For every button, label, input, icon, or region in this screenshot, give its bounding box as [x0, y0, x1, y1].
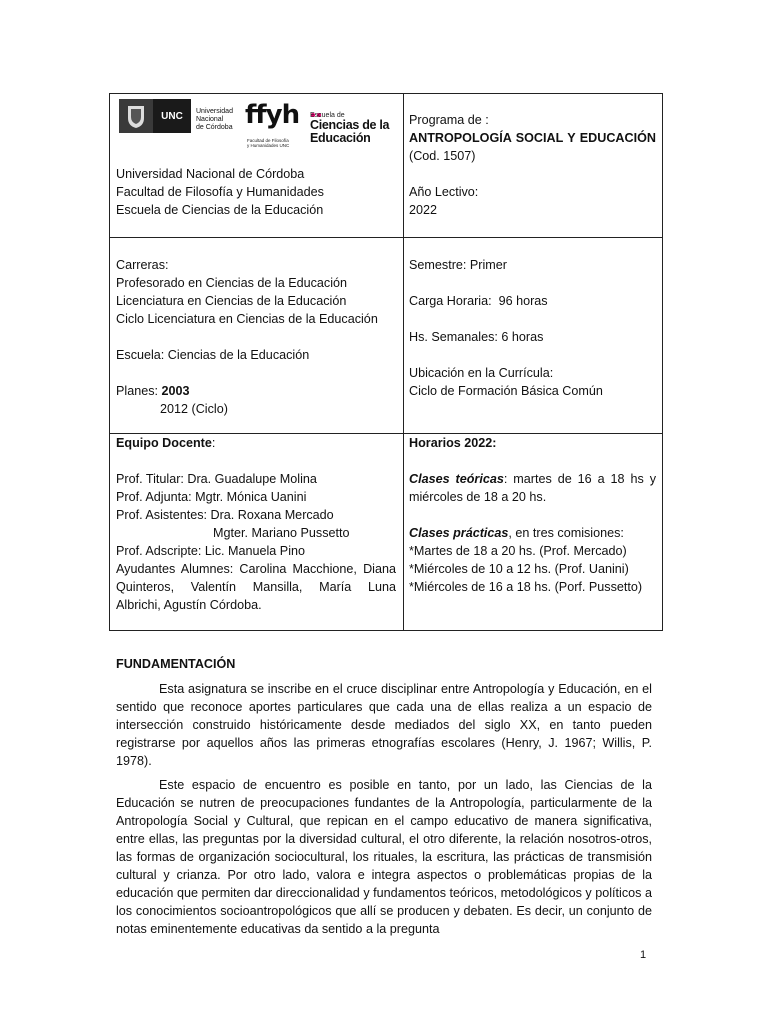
- institution-line: Escuela de Ciencias de la Educación: [116, 203, 324, 217]
- paragraph: Este espacio de encuentro es posible en tanto, por un lado, las Ciencias de la Educación se nutren de preocupaciones fundantes de la Antropología, particularmente de la Antropología Social y Cultural, que repican en el campo educativo de manera significativa, entre ellas, las preguntas por la diversidad cultural, el otro diferente, la relación nosotros-otros, las formas de organización sociocultural, los rituales, la escritura, las prácticas de transmisión cultural y crianza. Por otro lado, valora e integra aspectos o problemáticas propias de la educación que permiten dar direccionalidad y fundamentos teóricos, metodológicos y políticos a los conocimientos socioantropológicos que allí se producen y debaten. Es decir, un conjunto de notas eminentemente educativas da sentido a la pregunta: [116, 778, 652, 936]
- ffyh-logo: ffyh: [245, 100, 300, 130]
- program-code: (Cod. 1507): [409, 149, 476, 163]
- career-item: Ciclo Licenciatura en Ciencias de la Educación: [116, 312, 378, 326]
- unc-name: Universidad Nacional de Córdoba: [196, 108, 233, 131]
- semester-line: Semestre: Primer: [409, 258, 507, 272]
- table-divider-row1: [109, 237, 663, 238]
- staff-member: Prof. Adscripte: Lic. Manuela Pino: [116, 544, 306, 558]
- commission-item: *Miércoles de 16 a 18 hs. (Porf. Pussetto): [409, 580, 643, 594]
- plans-second: 2012 (Ciclo): [160, 402, 228, 416]
- institution-line: Universidad Nacional de Córdoba: [116, 167, 305, 181]
- staff-member: Prof. Adjunta: Mgtr. Mónica Uanini: [116, 490, 307, 504]
- practical-classes-line: Clases prácticas, en tres comisiones:: [409, 526, 624, 540]
- careers-label: Carreras:: [116, 258, 169, 272]
- program-block: [409, 111, 656, 219]
- timetable-block: [409, 434, 656, 596]
- commission-item: *Martes de 18 a 20 hs. (Prof. Mercado): [409, 544, 627, 558]
- program-label: Programa de :: [409, 113, 489, 127]
- program-title: ANTROPOLOGÍA SOCIAL Y EDUCACIÓN: [409, 131, 656, 145]
- unc-logo: UNC: [153, 99, 191, 133]
- year-value: 2022: [409, 203, 438, 217]
- schedule-info-block: [409, 256, 656, 400]
- ffyh-subtitle: Facultad de Filosofía y Humanidades UNC: [247, 138, 290, 148]
- weekly-hours-line: Hs. Semanales: 6 horas: [409, 330, 544, 344]
- workload-line: Carga Horaria: 96 horas: [409, 294, 548, 308]
- institution-line: Facultad de Filosofía y Humanidades: [116, 185, 324, 199]
- career-item: Profesorado en Ciencias de la Educación: [116, 276, 348, 290]
- staff-assistants: Albrichi, Agustín Córdoba.: [116, 598, 262, 612]
- paragraph: Esta asignatura se inscribe en el cruce disciplinar entre Antropología y Educación, en el sentido que reconoce aportes particulares que cada una de ellas realiza a un espacio de intersección construido históricamente desde mediados del siglo XX, en tanto pueden registrarse por aquellos años las primeras etnografías escolares (Henry, J. 1967; Willis, P. 1978).: [116, 682, 652, 768]
- staff-heading: Equipo Docente:: [116, 436, 216, 450]
- staff-assistants: Ayudantes Alumnes: Carolina Macchione, Diana: [116, 562, 396, 576]
- table-divider-vertical: [403, 93, 404, 631]
- curriculum-value: Ciclo de Formación Básica Común: [409, 384, 603, 398]
- institution-block: [116, 165, 400, 219]
- page-number: 1: [640, 949, 647, 961]
- curriculum-label: Ubicación en la Currícula:: [409, 366, 554, 380]
- timetable-heading: Horarios 2022:: [409, 436, 497, 450]
- staff-member: Mgter. Mariano Pussetto: [213, 526, 350, 540]
- staff-block: [116, 434, 396, 614]
- theory-classes-line: Clases teóricas: martes de 16 a 18 hs y: [409, 472, 657, 486]
- year-label: Año Lectivo:: [409, 185, 479, 199]
- ece-logo: Ciencias de la Educación: [310, 118, 390, 145]
- staff-member: Prof. Titular: Dra. Guadalupe Molina: [116, 472, 317, 486]
- staff-member: Prof. Asistentes: Dra. Roxana Mercado: [116, 508, 334, 522]
- ece-logo-small: Escuela de: [310, 112, 345, 119]
- plans-line: Planes: 2003: [116, 384, 190, 398]
- theory-classes-line: miércoles de 18 a 20 hs.: [409, 490, 547, 504]
- commission-item: *Miércoles de 10 a 12 hs. (Prof. Uanini): [409, 562, 629, 576]
- unc-crest-icon: [119, 99, 153, 133]
- staff-assistants: Quinteros, Valentín Mansilla, María Luna: [116, 580, 396, 594]
- school-line: Escuela: Ciencias de la Educación: [116, 348, 310, 362]
- careers-block: [116, 256, 400, 418]
- section-heading: FUNDAMENTACIÓN: [116, 657, 236, 671]
- career-item: Licenciatura en Ciencias de la Educación: [116, 294, 347, 308]
